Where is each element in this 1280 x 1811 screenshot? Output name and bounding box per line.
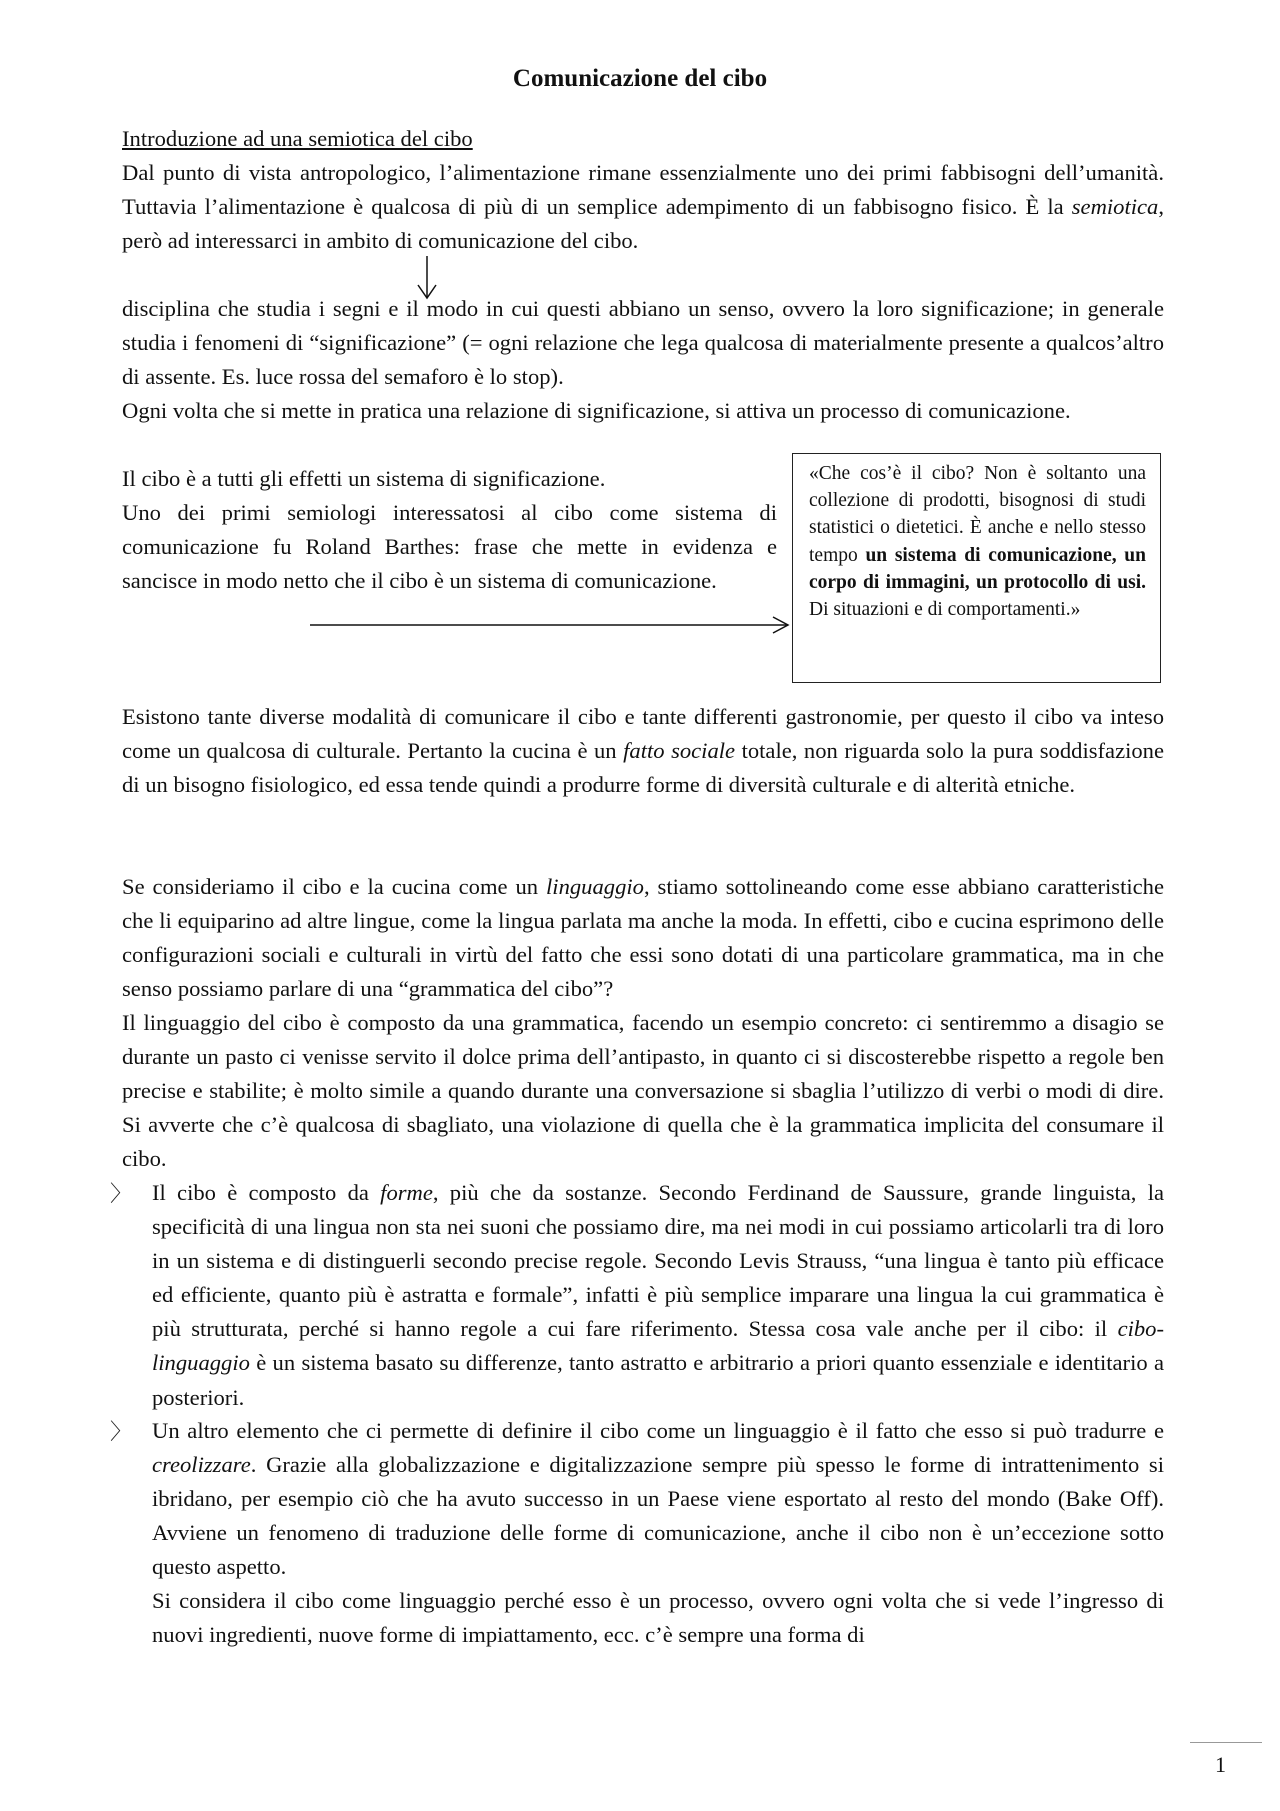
emphasis-fatto-sociale: fatto sociale	[623, 738, 736, 764]
bullet-forms: Il cibo è composto da forme, più che da sostanze. Secondo Ferdinand de Saussure, grande linguista, la specificità di una lingua non sta nei suoni che possiamo dire, ma nei modi in cui possiamo articolarli tra di loro in un sistema e di distinguerli secondo precise regole. Secondo Levis Strauss, “una lingua è tanto più efficace ed efficiente, quanto più è astratta e formale”, infatti è più semplice imparare una lingua la cui grammatica è più strutturata, perché si hanno regole a cui fare riferimento. Stessa cosa vale anche per il cibo: il cibo-linguaggio è un sistema basato su differenze, tanto astratto e arbitrario a priori quanto essenziale e identitario a posteriori.	[152, 1180, 1165, 1410]
paragraph-signification: Il cibo è a tutti gli effetti un sistema di significazione.	[122, 466, 606, 491]
emphasis-semiotica: semiotica	[1071, 194, 1159, 220]
paragraph-cultural: Esistono tante diverse modalità di comunicare il cibo e tante differenti gastronomie, per questo il cibo va inteso come un qualcosa di culturale. Pertanto la cucina è un fatto sociale totale, non riguarda solo la pura soddisfazione di un bisogno fisiologico, ed essa tende quindi a produrre forme di diversità culturale e di alterità etniche.	[122, 704, 1164, 798]
footer-divider	[1190, 1742, 1262, 1743]
paragraph-process: Si considera il cibo come linguaggio perché esso è un processo, ovvero ogni volta che si vede l’ingresso di nuovi ingredienti, nuove forme di impiattamento, ecc. c’è sempre una forma di	[152, 1588, 1164, 1648]
emphasis-forme: forme	[380, 1180, 433, 1205]
right-arrow-icon	[310, 617, 788, 633]
section-subtitle: Introduzione ad una semiotica del cibo	[122, 126, 473, 151]
paragraph-language: Se consideriamo il cibo e la cucina come un linguaggio, stiamo sottolineando come esse abbiano caratteristiche che li equiparino ad altre lingue, come la lingua parlata ma anche la moda. In effetti, cibo e cucina esprimono delle configurazioni sociali e culturali in virtù del fatto che essi sono dotati di una particolare grammatica, ma in che senso possiamo parlare di una “grammatica del cibo”?	[122, 874, 1164, 1002]
document-title: Comunicazione del cibo	[512, 65, 768, 92]
barthes-quote-box	[792, 453, 1161, 683]
paragraph-intro: Dal punto di vista antropologico, l’alimentazione rimane essenzialmente uno dei primi fabbisogni dell’umanità. Tuttavia l’alimentazione è qualcosa di più di un semplice adempimento di un fabbisogno fisico. È la semiotica, però ad interessarci in ambito di comunicazione del cibo.	[122, 160, 1164, 254]
paragraph-communication: Ogni volta che si mette in pratica una relazione di significazione, si attiva un processo di comunicazione.	[122, 398, 1071, 423]
paragraph-grammar: Il linguaggio del cibo è composto da una grammatica, facendo un esempio concreto: ci sentiremmo a disagio se durante un pasto ci venisse servito il dolce prima dell’antipasto, in quanto ci si discosterebbe rispetto a regole ben precise e stabilite; è molto simile a quando durante una conversazione si sbaglia l’utilizzo di verbi o modi di dire. Si avverte che c’è qualcosa di sbagliato, una violazione di quella che è la grammatica implicita del consumare il cibo.	[122, 1010, 1164, 1172]
page-number: 1	[1215, 1752, 1226, 1777]
paragraph-barthes: Uno dei primi semiologi interessatosi al cibo come sistema di comunicazione fu Roland Barthes: frase che mette in evidenza e sancisce in modo netto che il cibo è un sistema di comunicazione.	[122, 500, 777, 594]
quote-emphasis: un sistema di comunicazione, un corpo di immagini, un protocollo di usi.	[809, 544, 1146, 593]
emphasis-linguaggio: linguaggio	[546, 874, 644, 899]
bullet-creolize: Un altro elemento che ci permette di definire il cibo come un linguaggio è il fatto che esso si può tradurre e creolizzare. Grazie alla globalizzazione e digitalizzazione sempre più spesso le forme di intrattenimento si ibridano, per esempio ciò che ha avuto successo in un Paese viene esportato al resto del mondo (Bake Off). Avviene un fenomeno di traduzione delle forme di comunicazione, anche il cibo non è un’eccezione sotto questo aspetto.	[152, 1418, 1164, 1580]
paragraph-definition: disciplina che studia i segni e il modo in cui questi abbiano un senso, ovvero la loro significazione; in generale studia i fenomeni di “significazione” (= ogni relazione che lega qualcosa di materialmente presente a qualcos’altro di assente. Es. luce rossa del semaforo è lo stop).	[122, 296, 1164, 390]
emphasis-creolizzare: creolizzare	[152, 1452, 251, 1478]
emphasis-cibo-linguaggio: cibo-linguaggio	[152, 1316, 1164, 1376]
angle-bracket-bullet-icon: 〉	[110, 1420, 133, 1445]
barthes-quote-text: «Che cos’è il cibo? Non è soltanto una collezione di prodotti, bisognosi di studi statistici o dietetici. È anche e nello stesso tempo un sistema di comunicazione, un corpo di immagini, un protocollo di usi. Di situazioni e di comportamenti.»	[809, 463, 1146, 621]
angle-bracket-bullet-icon: 〉	[110, 1182, 133, 1207]
